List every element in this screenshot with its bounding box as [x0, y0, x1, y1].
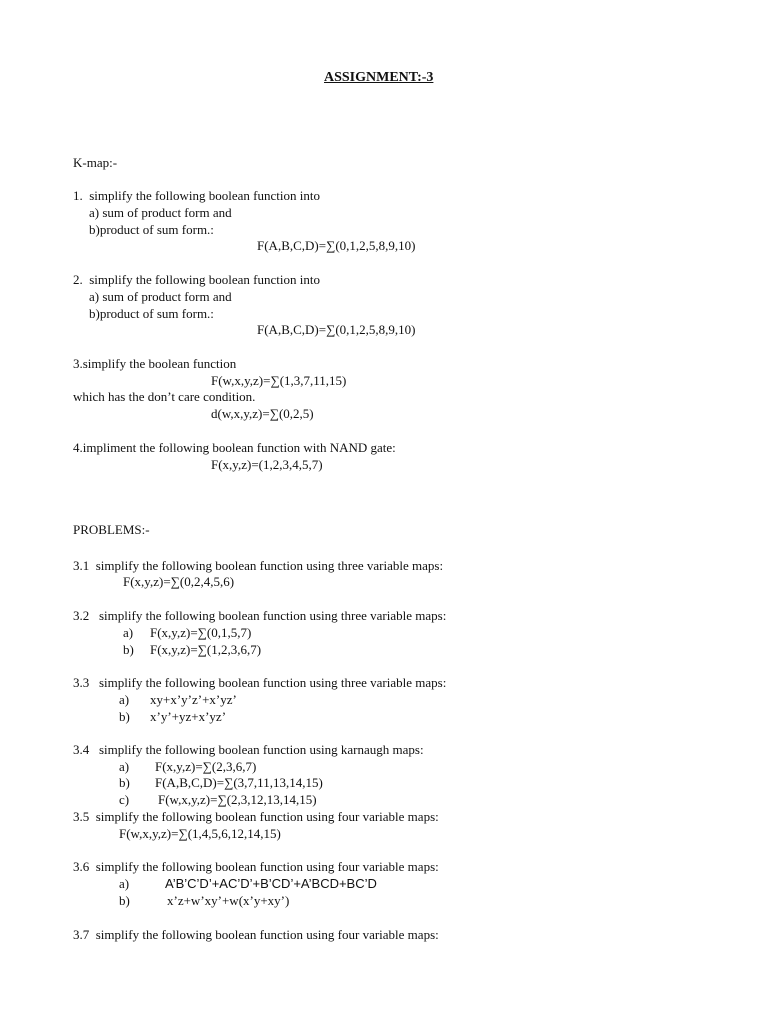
assignment-title: ASSIGNMENT:-3 — [324, 70, 434, 85]
q2-line2: a) sum of product form and — [89, 289, 232, 304]
p34-b-label: b) — [119, 775, 130, 790]
q4-line1: 4.impliment the following boolean function with NAND gate: — [73, 440, 396, 455]
p32-b-label: b) — [123, 642, 134, 657]
q2-function: F(A,B,C,D)=∑(0,1,2,5,8,9,10) — [257, 322, 416, 337]
problems-heading: PROBLEMS:- — [73, 522, 150, 537]
p36-line1: 3.6 simplify the following boolean function using four variable maps: — [73, 859, 439, 874]
p32-b: F(x,y,z)=∑(1,2,3,6,7) — [150, 642, 262, 657]
p34-c: F(w,x,y,z)=∑(2,3,12,13,14,15) — [158, 792, 317, 807]
p36-b-label: b) — [119, 893, 130, 908]
p33-line1: 3.3 simplify the following boolean function using three variable maps: — [73, 675, 447, 690]
p31-function: F(x,y,z)=∑(0,2,4,5,6) — [123, 574, 235, 589]
p35-line1: 3.5 simplify the following boolean function using four variable maps: — [73, 809, 439, 824]
p33-b: x’y’+yz+x’yz’ — [150, 709, 227, 724]
q3-function: F(w,x,y,z)=∑(1,3,7,11,15) — [211, 373, 347, 388]
q4-function: F(x,y,z)=(1,2,3,4,5,7) — [211, 457, 323, 472]
p32-line1: 3.2 simplify the following boolean function using three variable maps: — [73, 608, 447, 623]
q1-line2: a) sum of product form and — [89, 205, 232, 220]
q2-line3: b)product of sum form.: — [89, 306, 214, 321]
q3-dontcare: d(w,x,y,z)=∑(0,2,5) — [211, 406, 314, 421]
p34-a: F(x,y,z)=∑(2,3,6,7) — [155, 759, 257, 774]
q1-line1: 1. simplify the following boolean function into — [73, 188, 320, 203]
p34-line1: 3.4 simplify the following boolean function using karnaugh maps: — [73, 742, 424, 757]
kmap-heading: K-map:- — [73, 155, 118, 170]
p33-a: xy+x’y’z’+x’yz’ — [150, 692, 237, 707]
q2-line1: 2. simplify the following boolean function into — [73, 272, 320, 287]
p32-a-label: a) — [123, 625, 134, 640]
p33-b-label: b) — [119, 709, 130, 724]
p34-a-label: a) — [119, 759, 130, 774]
q3-line1: 3.simplify the boolean function — [73, 356, 237, 371]
p35-function: F(w,x,y,z)=∑(1,4,5,6,12,14,15) — [119, 826, 281, 841]
q3-line2: which has the don’t care condition. — [73, 389, 256, 404]
p36-a-label: a) — [119, 876, 130, 891]
q1-line3: b)product of sum form.: — [89, 222, 214, 237]
q1-function: F(A,B,C,D)=∑(0,1,2,5,8,9,10) — [257, 238, 416, 253]
p31-line1: 3.1 simplify the following boolean function using three variable maps: — [73, 558, 444, 573]
p32-a: F(x,y,z)=∑(0,1,5,7) — [150, 625, 252, 640]
p36-b: x’z+w’xy’+w(x’y+xy’) — [167, 893, 290, 908]
p36-a: A’B’C’D’+AC’D’+B’CD’+A’BCD+BC’D — [165, 876, 377, 891]
p34-c-label: c) — [119, 792, 130, 807]
p34-b: F(A,B,C,D)=∑(3,7,11,13,14,15) — [155, 775, 323, 790]
p33-a-label: a) — [119, 692, 130, 707]
p37-line1: 3.7 simplify the following boolean function using four variable maps: — [73, 927, 439, 942]
